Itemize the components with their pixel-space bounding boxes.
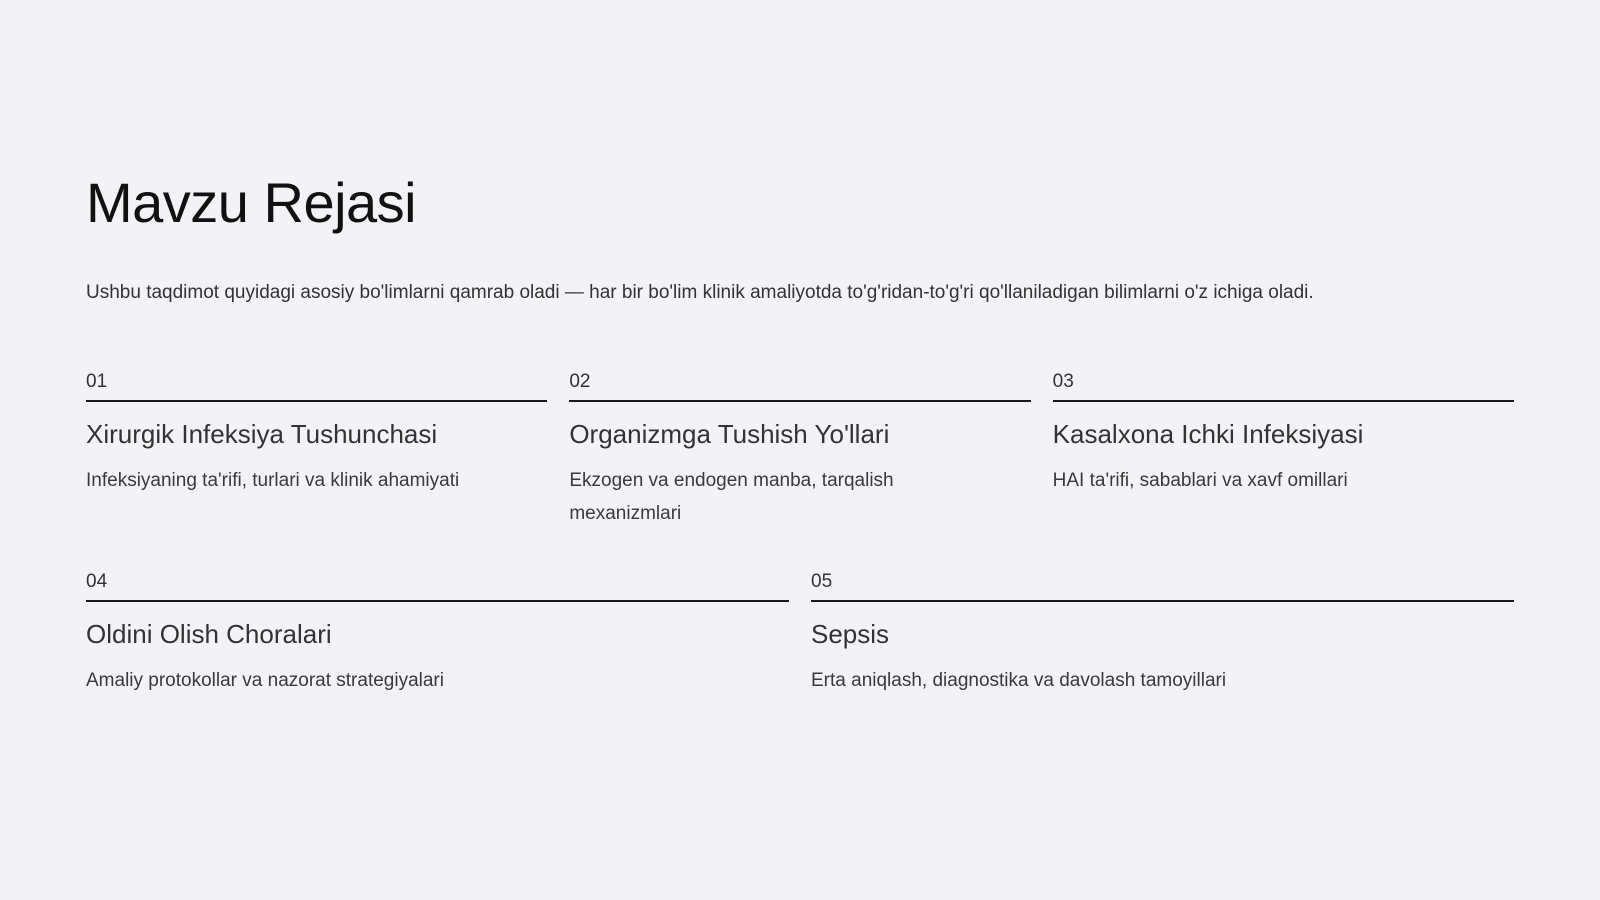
- section-number: 02: [569, 370, 1030, 402]
- section-title: Sepsis: [811, 619, 890, 649]
- intro-text: Ushbu taqdimot quyidagi asosiy bo'limlarni qamrab oladi — har bir bo'lim klinik amaliyotda to'g'ridan-to'g'ri qo'llaniladigan bilimlarni o'z ichiga oladi.: [86, 282, 1314, 303]
- section-card-05: [811, 570, 1514, 697]
- section-description: Erta aniqlash, diagnostika va davolash tamoyillari: [811, 670, 1227, 691]
- section-card-02: [569, 370, 1030, 530]
- section-title: Xirurgik Infeksiya Tushunchasi: [86, 419, 438, 449]
- section-card-04: [86, 570, 789, 697]
- section-number: 03: [1053, 370, 1514, 402]
- section-title: Oldini Olish Choralari: [86, 619, 332, 649]
- section-card-01: [86, 370, 547, 530]
- section-description: Ekzogen va endogen manba, tarqalish mexanizmlari: [569, 470, 894, 524]
- section-description: Infeksiyaning ta'rifi, turlari va klinik ahamiyati: [86, 470, 460, 491]
- sections-row-2: [86, 570, 1514, 697]
- slide: [86, 168, 1514, 697]
- section-card-03: [1053, 370, 1514, 530]
- section-number: 01: [86, 370, 547, 402]
- section-title: Organizmga Tushish Yo'llari: [569, 419, 890, 449]
- section-number: 05: [811, 570, 1514, 602]
- sections-row-1: [86, 370, 1514, 530]
- section-description: Amaliy protokollar va nazorat strategiyalari: [86, 670, 444, 691]
- section-description: HAI ta'rifi, sabablari va xavf omillari: [1052, 470, 1348, 491]
- section-number: 04: [86, 570, 789, 602]
- section-title: Kasalxona Ichki Infeksiyasi: [1052, 419, 1364, 449]
- page-title: Mavzu Rejasi: [86, 171, 417, 234]
